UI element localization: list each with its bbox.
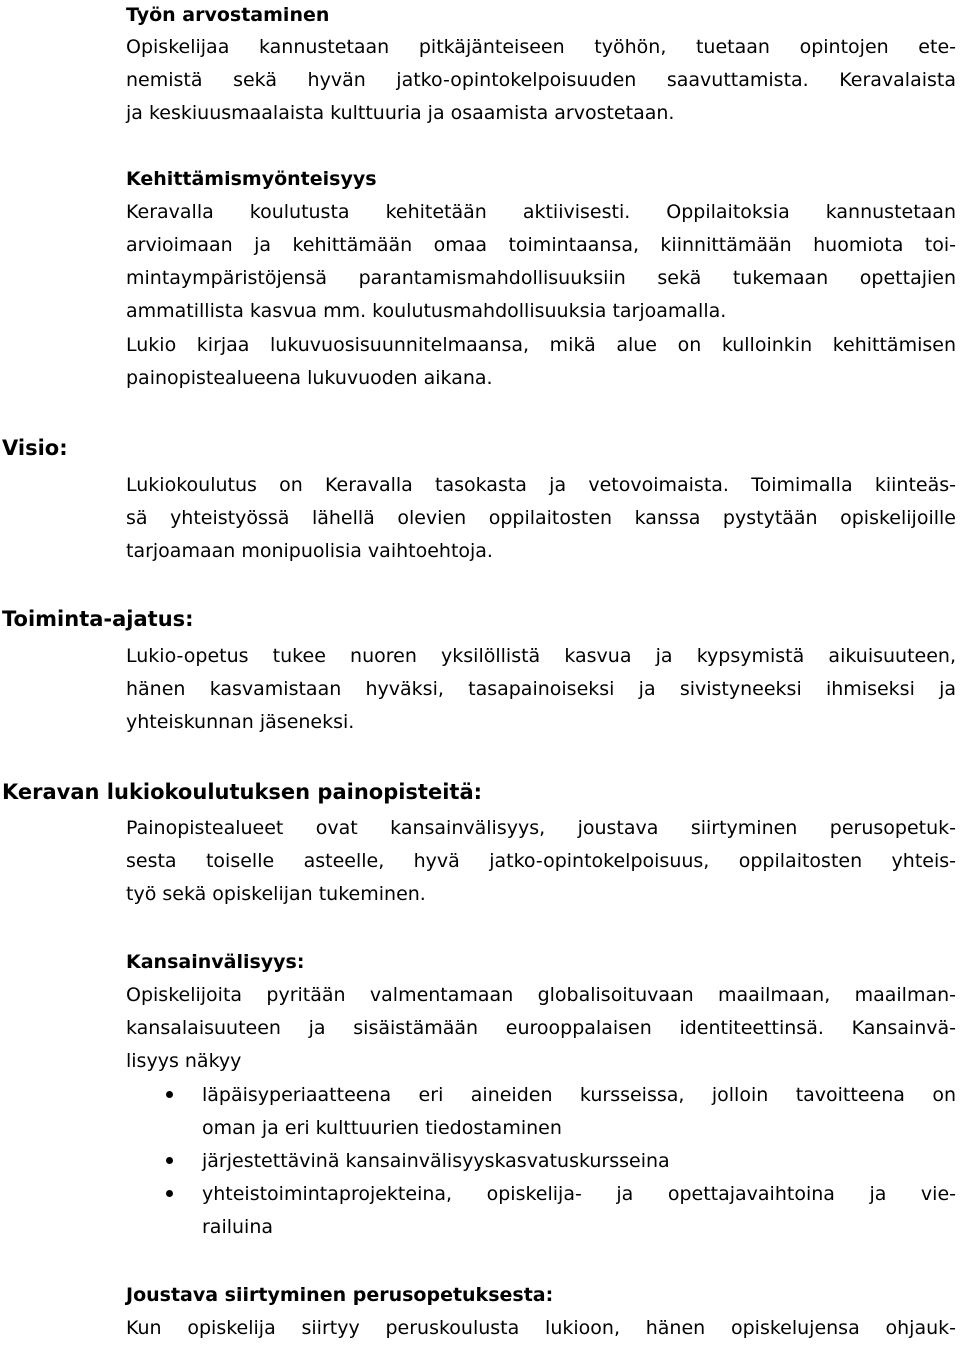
- section-heading-painopisteet: Keravan lukiokoulutuksen painopisteitä:: [2, 780, 483, 804]
- bullet-icon: [166, 1190, 173, 1197]
- paragraph-line: mintaympäristöjensä parantamismahdollisuuksiin sekä tukemaan opettajien: [126, 267, 956, 289]
- paragraph-line: ammatillista kasvua mm. koulutusmahdollisuuksia tarjoamalla.: [126, 300, 727, 322]
- paragraph-line: lisyys näkyy: [126, 1050, 242, 1072]
- paragraph-line: sä yhteistyössä lähellä olevien oppilaitosten kanssa pystytään opiskelijoille: [126, 507, 956, 529]
- paragraph-line: Kun opiskelija siirtyy peruskoulusta lukioon, hänen opiskelujensa ohjauk-: [126, 1317, 956, 1339]
- section-heading-joustava-siirtyminen: Joustava siirtyminen perusopetuksesta:: [126, 1284, 554, 1306]
- list-item-line: railuina: [202, 1216, 274, 1238]
- paragraph-line: kansalaisuuteen ja sisäistämään eurooppalaisen identiteettinsä. Kansainvä-: [126, 1017, 956, 1039]
- paragraph-line: Opiskelijoita pyritään valmentamaan globalisoituvaan maailmaan, maailman-: [126, 984, 956, 1006]
- section-heading-kansainvalisyys: Kansainvälisyys:: [126, 951, 305, 973]
- paragraph-line: hänen kasvamistaan hyväksi, tasapainoiseksi ja sivistyneeksi ihmiseksi ja: [126, 678, 956, 700]
- list-item-line: yhteistoimintaprojekteina, opiskelija- ja opettajavaihtoina ja vie-: [202, 1183, 956, 1205]
- paragraph-line: Lukiokoulutus on Keravalla tasokasta ja vetovoimaista. Toimimalla kiinteäs-: [126, 474, 956, 496]
- paragraph-line: Lukio kirjaa lukuvuosisuunnitelmaansa, mikä alue on kulloinkin kehittämisen: [126, 334, 956, 356]
- list-item-line: oman ja eri kulttuurien tiedostaminen: [202, 1117, 562, 1139]
- section-heading-kehittamismyonteisyys: Kehittämismyönteisyys: [126, 168, 377, 190]
- paragraph-line: Painopistealueet ovat kansainvälisyys, joustava siirtyminen perusopetuk-: [126, 817, 956, 839]
- bullet-icon: [166, 1157, 173, 1164]
- paragraph-line: tarjoamaan monipuolisia vaihtoehtoja.: [126, 540, 493, 562]
- bullet-icon: [166, 1091, 173, 1098]
- list-item-line: läpäisyperiaatteena eri aineiden kursseissa, jolloin tavoitteena on: [202, 1084, 956, 1106]
- paragraph-line: Keravalla koulutusta kehitetään aktiivisesti. Oppilaitoksia kannustetaan: [126, 201, 956, 223]
- paragraph-line: ja keskiuusmaalaista kulttuuria ja osaamista arvostetaan.: [126, 102, 675, 124]
- paragraph-line: sesta toiselle asteelle, hyvä jatko-opintokelpoisuus, oppilaitosten yhteis-: [126, 850, 956, 872]
- paragraph-line: työ sekä opiskelijan tukeminen.: [126, 883, 426, 905]
- paragraph-line: Opiskelijaa kannustetaan pitkäjänteiseen työhön, tuetaan opintojen ete-: [126, 36, 956, 58]
- section-heading-tyon-arvostaminen: Työn arvostaminen: [126, 4, 330, 26]
- paragraph-line: arvioimaan ja kehittämään omaa toimintaansa, kiinnittämään huomiota toi-: [126, 234, 956, 256]
- list-item-line: järjestettävinä kansainvälisyyskasvatuskursseina: [202, 1150, 670, 1172]
- section-heading-toiminta-ajatus: Toiminta-ajatus:: [2, 607, 194, 631]
- paragraph-line: Lukio-opetus tukee nuoren yksilöllistä kasvua ja kypsymistä aikuisuuteen,: [126, 645, 956, 667]
- paragraph-line: yhteiskunnan jäseneksi.: [126, 711, 355, 733]
- paragraph-line: painopistealueena lukuvuoden aikana.: [126, 367, 493, 389]
- paragraph-line: nemistä sekä hyvän jatko-opintokelpoisuuden saavuttamista. Keravalaista: [126, 69, 956, 91]
- section-heading-visio: Visio:: [2, 436, 68, 460]
